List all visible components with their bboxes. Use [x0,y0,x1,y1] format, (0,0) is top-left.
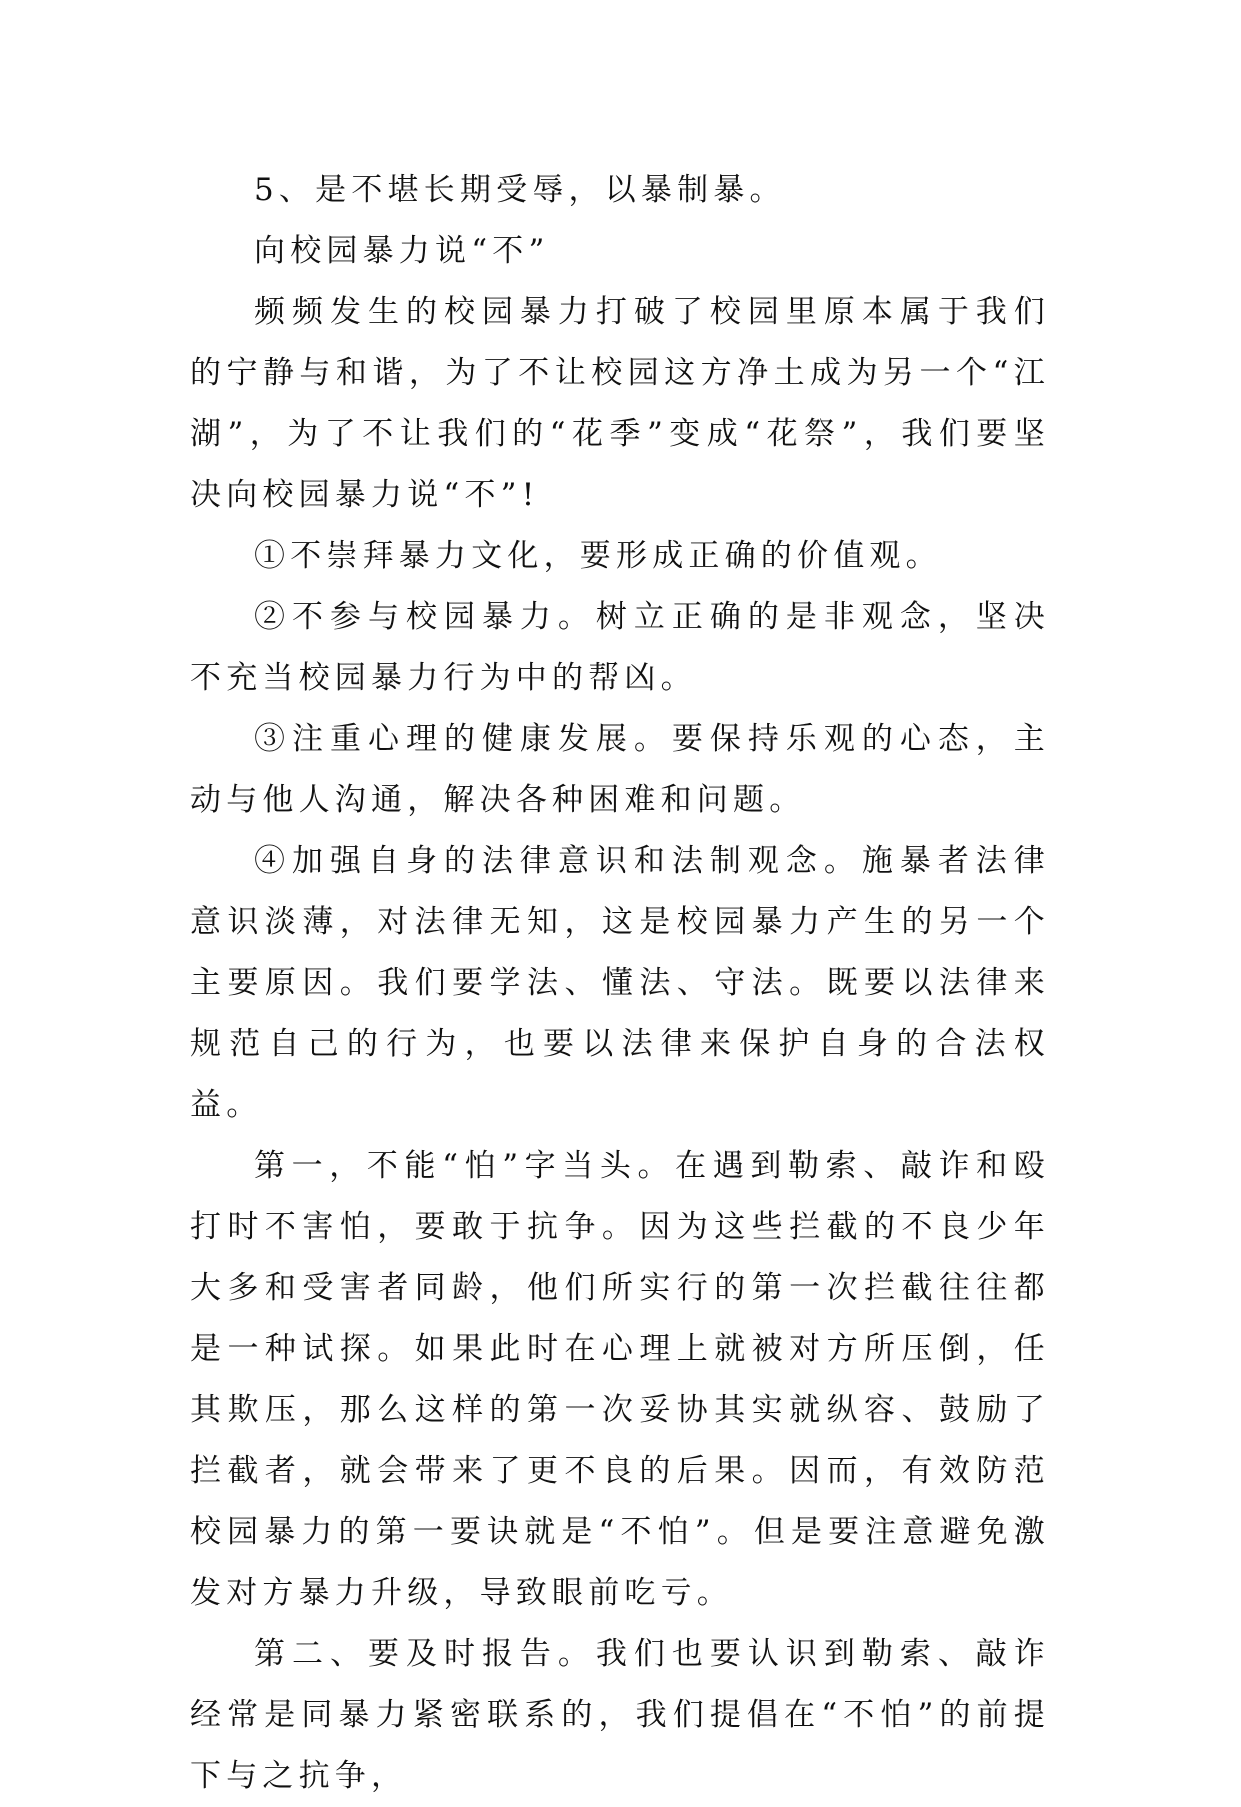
paragraph-point-1: ①不崇拜暴力文化，要形成正确的价值观。 [254,538,942,574]
paragraph-first: 第一，不能“怕”字当头。在遇到勒索、敲诈和殴打时不害怕，要敢于抗争。因为这些拦截的不良少年大多和受害者同龄，他们所实行的第一次拦截往往都是一种试探。如果此时在心理上就被对方所压倒，任其欺压，那么这样的第一次妥协其实就纵容、鼓励了拦截者，就会带来了更不良的后果。因而，有效防范校园暴力的第一要诀就是“不怕”。但是要注意避免激发对方暴力升级，导致眼前吃亏。 [190,1148,1050,1611]
document-body [190,160,1050,1807]
paragraph-intro: 频频发生的校园暴力打破了校园里原本属于我们的宁静与和谐，为了不让校园这方净土成为另一个“江湖”，为了不让我们的“花季”变成“花祭”，我们要坚决向校园暴力说“不”! [190,294,1050,513]
paragraph-point-3: ③注重心理的健康发展。要保持乐观的心态，主动与他人沟通，解决各种困难和问题。 [190,721,1050,818]
section-heading: 向校园暴力说“不” [254,233,550,269]
paragraph-point-4: ④加强自身的法律意识和法制观念。施暴者法律意识淡薄，对法律无知，这是校园暴力产生的另一个主要原因。我们要学法、懂法、守法。既要以法律来规范自己的行为，也要以法律来保护自身的合法权益。 [190,843,1050,1123]
paragraph-point-2: ②不参与校园暴力。树立正确的是非观念，坚决不充当校园暴力行为中的帮凶。 [190,599,1050,696]
paragraph-second: 第二、要及时报告。我们也要认识到勒索、敲诈经常是同暴力紧密联系的，我们提倡在“不怕”的前提下与之抗争， [190,1636,1050,1794]
paragraph-reason-5: 5、是不堪长期受辱，以暴制暴。 [254,172,786,208]
